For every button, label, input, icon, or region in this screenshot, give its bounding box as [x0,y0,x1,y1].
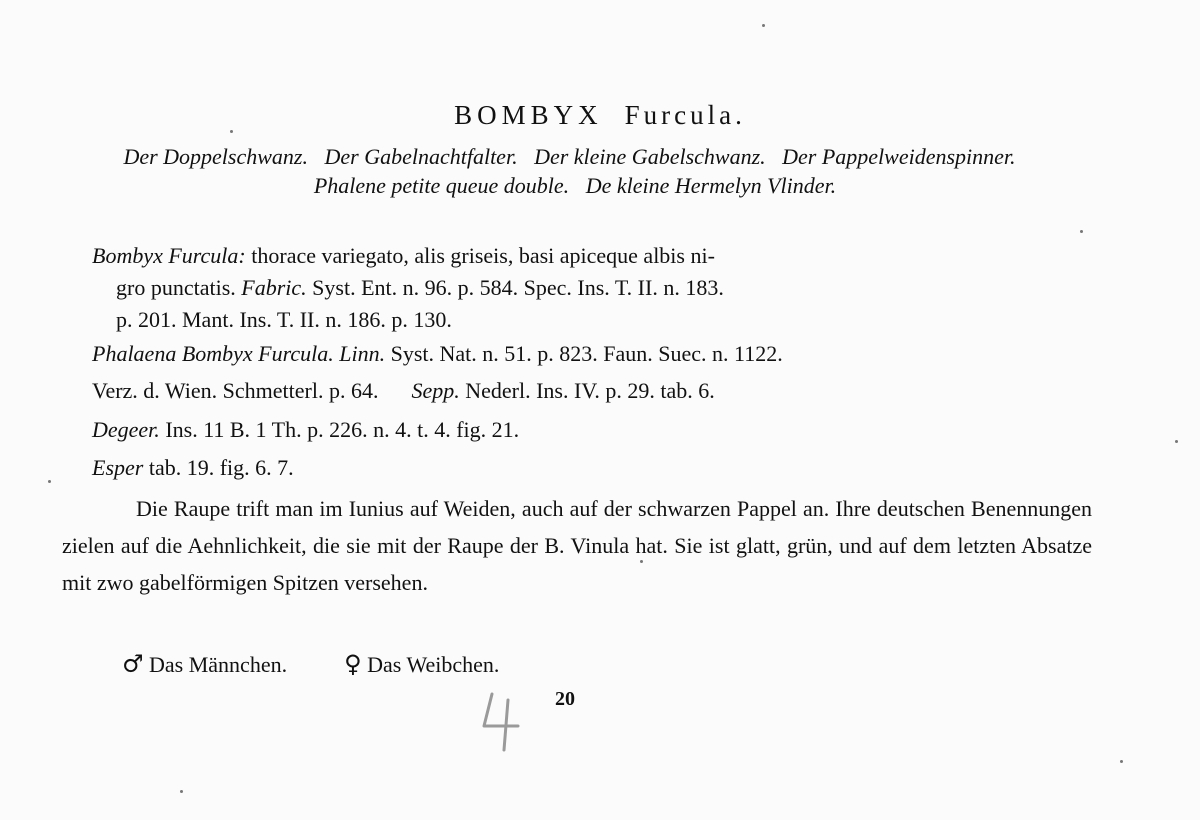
common-names [60,142,1090,200]
plate-legend [122,650,499,678]
common-name: De kleine Hermelyn Vlinder. [585,173,837,198]
paper-speck [1120,760,1123,763]
page-number: 20 [555,688,575,710]
reference-text: thorace variegato, alis griseis, basi apiceque albis ni- [251,243,715,268]
reference-text: Syst. Nat. n. 51. p. 823. Faun. Suec. n. 1122. [390,341,783,366]
description-paragraph [62,490,1092,601]
reference-line [92,272,1092,304]
reference-author: Fabric. [241,275,307,300]
reference-author: Sepp. [411,378,460,403]
common-name: Der Pappelweidenspinner. [782,144,1016,169]
title-species: Furcula. [624,100,746,130]
paper-speck [640,560,643,563]
reference-author: Degeer. [92,417,160,442]
reference-esper [92,452,1092,484]
reference-wien-sepp [92,375,1092,407]
common-name: Der Gabelnachtfalter. [324,144,518,169]
paper-speck [230,130,233,133]
reference-author: Esper [92,455,144,480]
title-genus: BOMBYX [454,100,603,130]
common-name: Der kleine Gabelschwanz. [534,144,766,169]
reference-text: p. 201. Mant. Ins. T. II. n. 186. p. 130. [116,307,452,332]
reference-author: Linn. [339,341,386,366]
male-label: Das Männchen. [149,652,288,677]
reference-linnaeus [92,338,1092,370]
reference-line [92,304,1092,336]
paper-speck [762,24,765,27]
paper-speck [1175,440,1178,443]
reference-text: tab. 19. fig. 6. 7. [148,455,294,480]
description-text: Die Raupe trift man im Iunius auf Weiden, auch auf der schwarzen Pappel an. Ihre deutschen Benennungen zielen auf die Aehnlichkeit, die sie mit der Raupe der B. Vinula hat. Sie ist glatt, grün, und auf dem letzten Absatze mit zwo gabelförmigen Spitzen versehen. [62,496,1092,595]
paper-speck [180,790,183,793]
reference-text: Ins. 11 B. 1 Th. p. 226. n. 4. t. 4. fig. 21. [165,417,520,442]
reference-text: Nederl. Ins. IV. p. 29. tab. 6. [465,378,715,403]
paper-speck [48,480,51,483]
reference-text: Syst. Ent. n. 96. p. 584. Spec. Ins. T. II. n. 183. [312,275,724,300]
reference-author: Bombyx Furcula: [92,243,246,268]
male-symbol-icon: ♂ [122,650,144,678]
reference-line [92,240,1092,272]
handwritten-pencil-mark [478,686,538,756]
handwritten-stroke [484,694,518,750]
reference-fabricius [92,240,1092,336]
page-title [0,100,1200,131]
common-name: Phalene petite queue double. [313,173,570,198]
paper-speck [1080,230,1083,233]
reference-text: Verz. d. Wien. Schmetterl. p. 64. [92,378,379,403]
reference-degeer [92,414,1092,446]
reference-name: Phalaena Bombyx Furcula. [92,341,334,366]
female-symbol-icon: ♀ [344,650,362,678]
common-name: Der Doppelschwanz. [123,144,308,169]
reference-text: gro punctatis. [116,275,236,300]
female-label: Das Weibchen. [367,652,500,677]
